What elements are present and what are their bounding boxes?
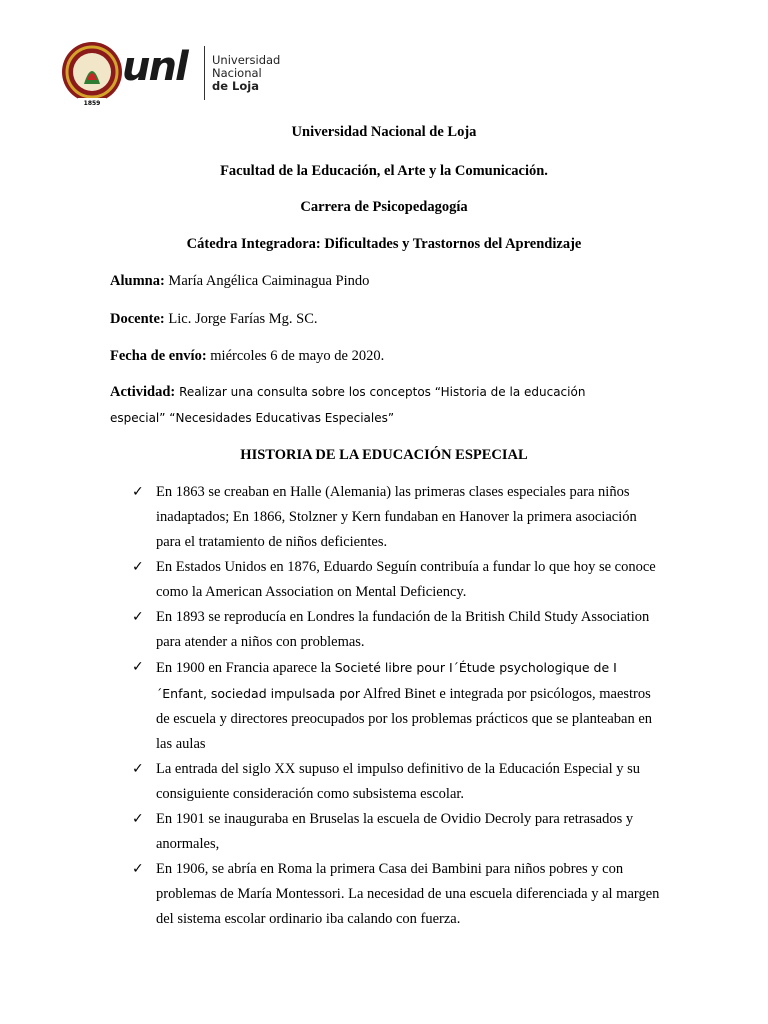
career-title: Carrera de Psicopedagogía (300, 199, 468, 215)
faculty-title: Facultad de la Educación, el Arte y la Comunicación. (220, 163, 548, 179)
list-item-text: La entrada del siglo XX supuso el impulso definitivo de la Educación Especial y su consiguiente consideración como subsistema escolar. (156, 761, 641, 802)
list-item (132, 807, 662, 857)
subject-title: Cátedra Integradora: Dificultades y Trastornos del Aprendizaje (186, 236, 582, 252)
list-item (132, 480, 662, 555)
checkmark-icon: ✓ (132, 559, 144, 575)
list-item-text: Societé libre pour I´Étude psychologique de I´Enfant, sociedad impulsada por (156, 660, 617, 701)
activity-field (110, 379, 630, 431)
list-item-text: En 1893 se reproducía en Londres la fundación de la British Child Study Association para atender a niños con problemas. (156, 609, 650, 650)
activity-label: Actividad: (110, 384, 176, 400)
section-title: HISTORIA DE LA EDUCACIÓN ESPECIAL (240, 447, 528, 463)
list-item (132, 605, 662, 655)
checkmark-icon: ✓ (132, 659, 144, 675)
list-item (132, 857, 662, 932)
teacher-value: Lic. Jorge Farías Mg. SC. (164, 311, 318, 327)
list-item-text: En 1901 se inauguraba en Bruselas la escuela de Ovidio Decroly para retrasados y anormales, (156, 811, 634, 852)
teacher-label: Docente: (110, 311, 165, 327)
brand-line-3: de Loja (212, 79, 259, 93)
brand-line-1: Universidad (212, 53, 281, 67)
list-item-text: En 1863 se creaban en Halle (Alemania) las primeras clases especiales para niños inadaptados; En 1866, Stolzner y Kern fundaban en Hanover la primera asociación para el tratamiento de niños deficientes. (156, 484, 637, 550)
checkmark-icon: ✓ (132, 484, 144, 500)
teacher-field (110, 311, 650, 328)
brand-name (212, 54, 280, 93)
checkmark-icon: ✓ (132, 811, 144, 827)
student-label: Alumna: (110, 273, 165, 289)
brand-mark: unl (122, 44, 187, 90)
date-label: Fecha de envío: (110, 348, 207, 364)
list-item-text: Alfred Binet e integrada por psicólogos, maestros de escuela y directores preocupados por los problemas prácticos que se planteaban en las aulas (156, 686, 653, 752)
list-item (132, 655, 662, 757)
list-item (132, 757, 662, 807)
university-logo-header (56, 40, 356, 110)
university-title: Universidad Nacional de Loja (291, 124, 477, 140)
checkmark-icon: ✓ (132, 609, 144, 625)
list-item-text: En Estados Unidos en 1876, Eduardo Seguín contribuía a fundar lo que hoy se conoce como la American Association on Mental Deficiency. (156, 559, 656, 600)
date-value: miércoles 6 de mayo de 2020. (206, 348, 385, 364)
list-item-text: En 1900 en Francia aparece la (156, 660, 335, 676)
brand-divider (204, 46, 205, 100)
list-item (132, 555, 662, 605)
checkmark-icon: ✓ (132, 761, 144, 777)
checkmark-icon: ✓ (132, 861, 144, 877)
date-field (110, 348, 650, 365)
list-item-text: En 1906, se abría en Roma la primera Casa dei Bambini para niños pobres y con problemas de María Montessori. La necesidad de una escuela diferenciada y al margen del sistema escolar ordinario iba calando con fuerza. (156, 861, 660, 927)
history-bullet-list (132, 480, 662, 932)
student-value: María Angélica Caiminagua Pindo (164, 273, 370, 289)
brand-line-2: Nacional (212, 66, 262, 80)
activity-value: Realizar una consulta sobre los conceptos “Historia de la educación especial” “Necesidades Educativas Especiales” (110, 385, 586, 425)
student-field (110, 273, 650, 290)
university-seal-icon (56, 40, 130, 110)
seal-year-text: 1859 (83, 100, 101, 107)
